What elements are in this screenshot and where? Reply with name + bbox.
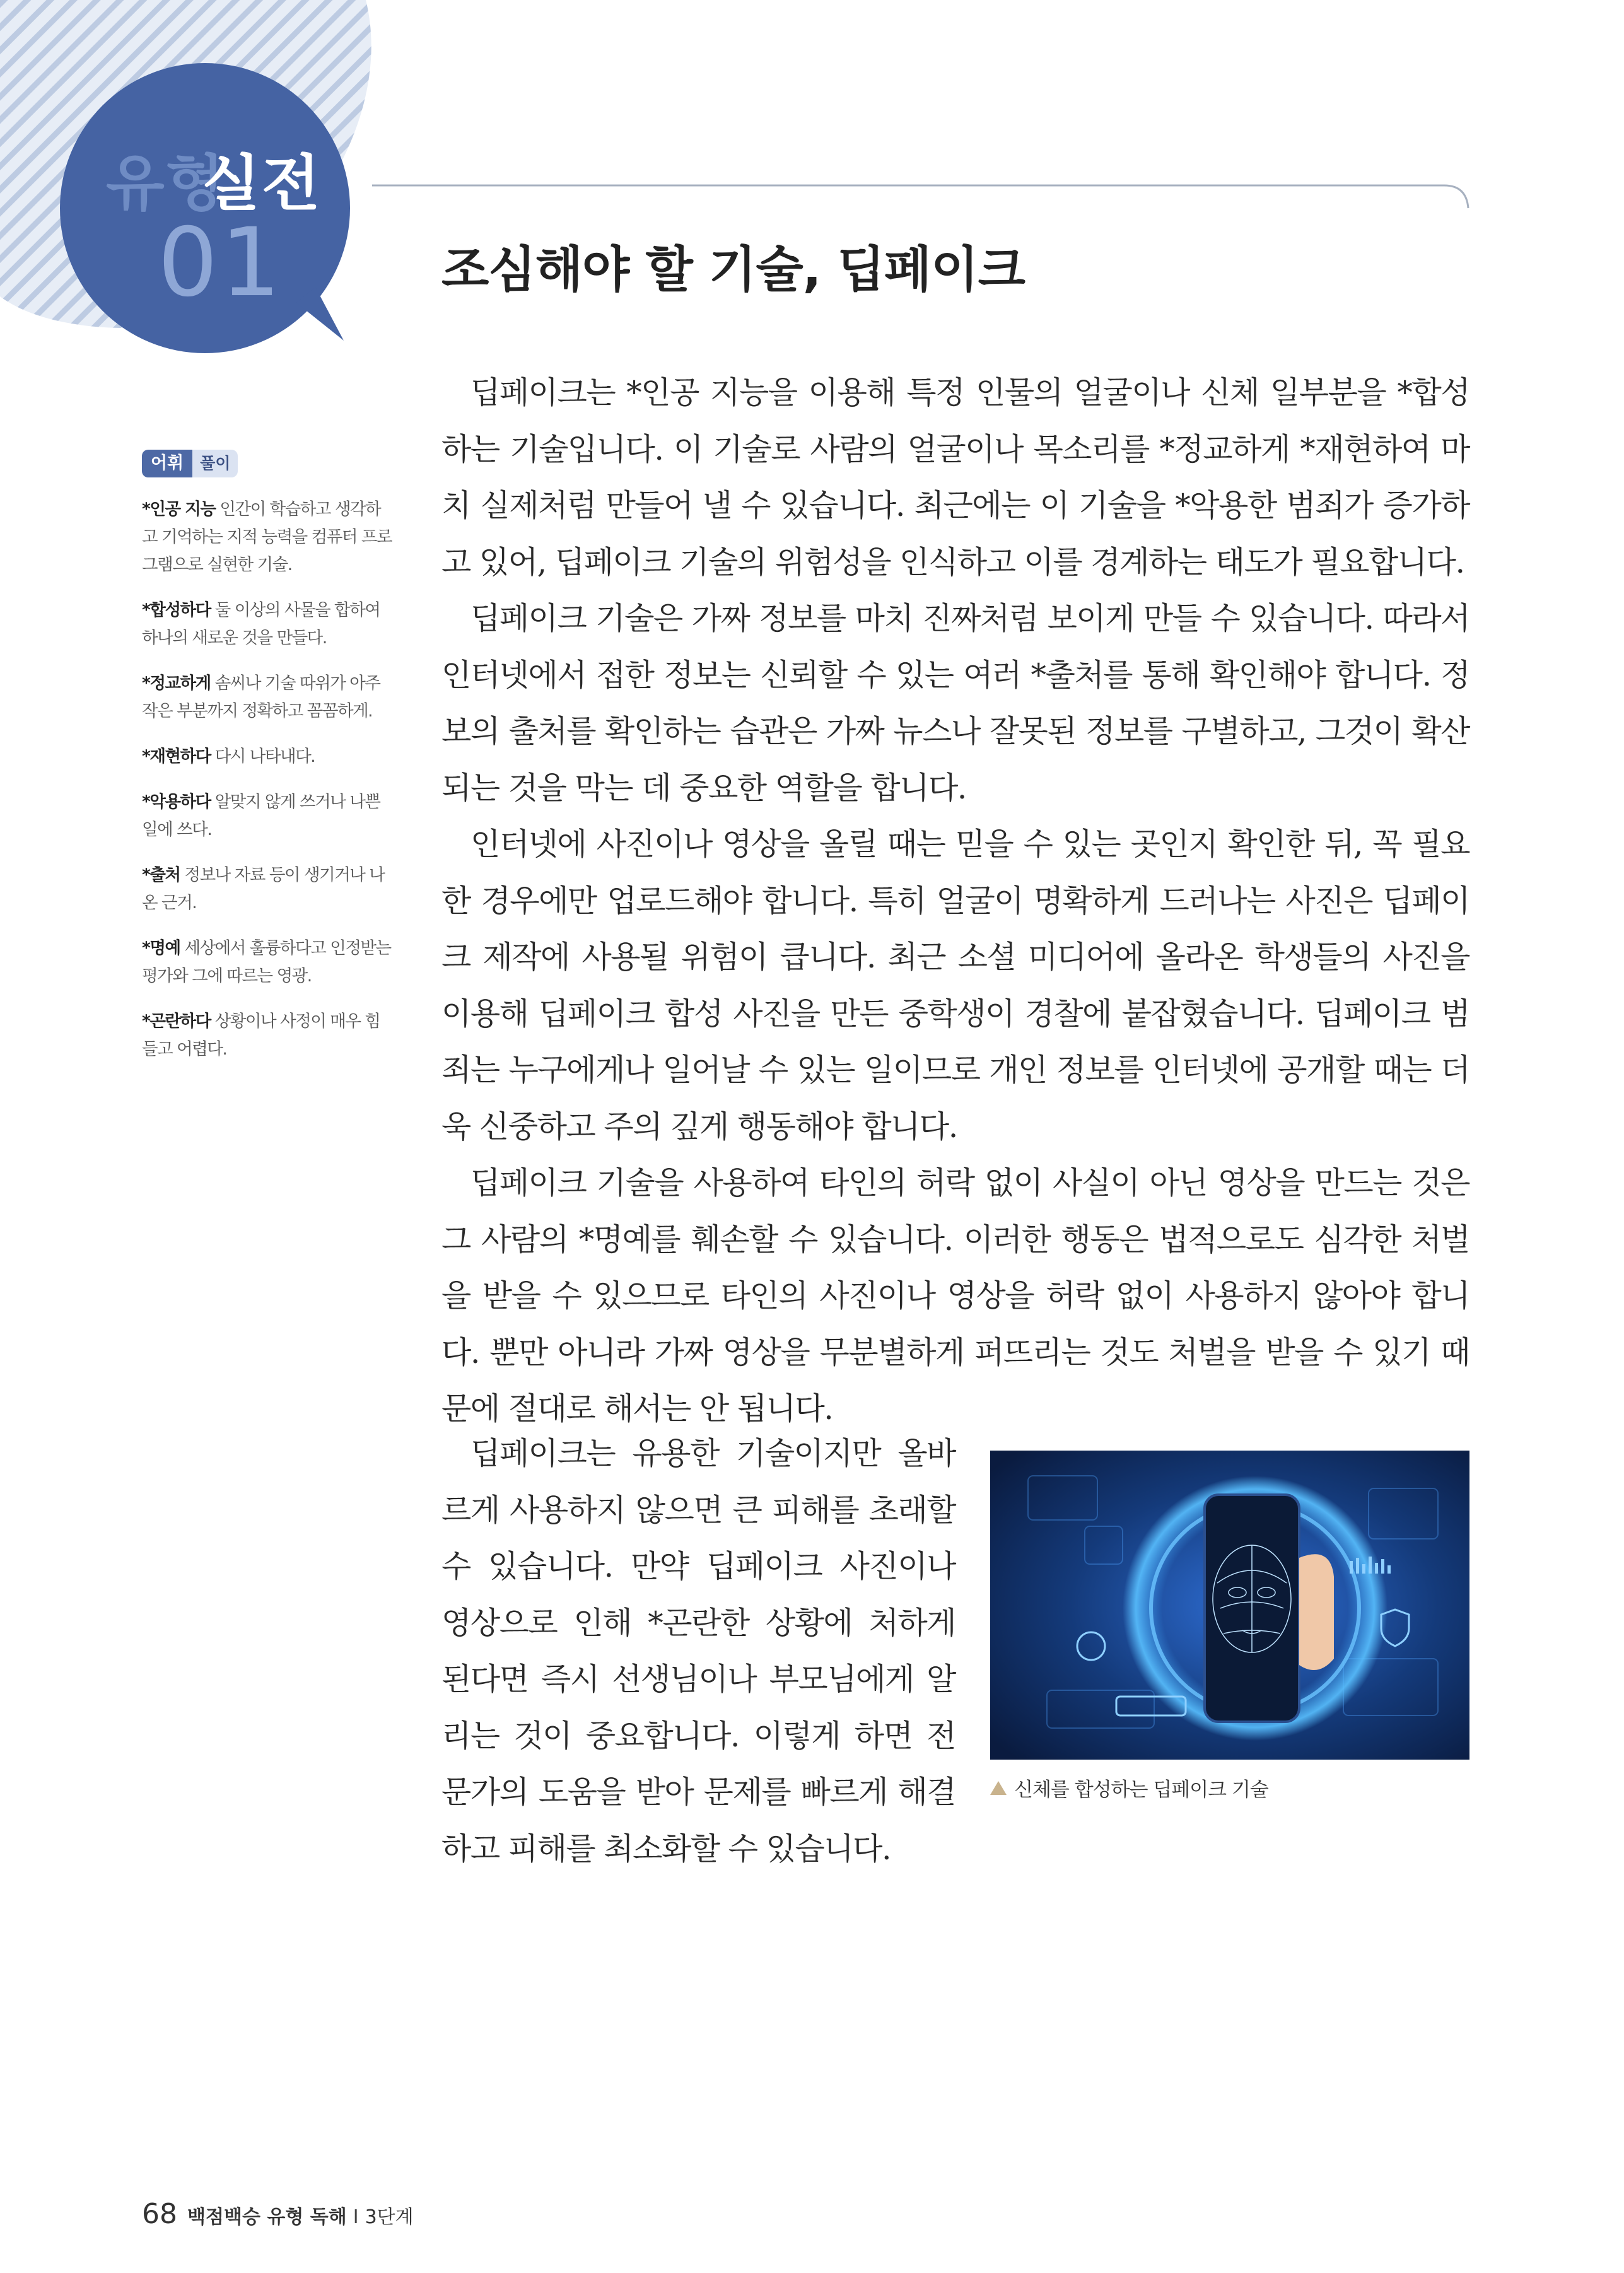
vocabulary-tag: [142, 449, 238, 478]
vocab-term: *정교하게: [142, 674, 211, 693]
vocab-definition: 솜씨나 기술 따위가 아주 작은 부분까지 정확하고 꼼꼼하게.: [142, 674, 380, 721]
vocab-definition: 상황이나 사정이 매우 힘들고 어렵다.: [142, 1012, 380, 1059]
vocab-term: *인공 지능: [142, 500, 216, 519]
article-paragraph: 딥페이크 기술을 사용하여 타인의 허락 없이 사실이 아닌 영상을 만드는 것은 그 사람의 *명예를 훼손할 수 있습니다. 이러한 행동은 법적으로도 심각한 처벌을 받을 수 있으므로 타인의 사진이나 영상을 허락 없이 사용하지 않아야 합니다. 뿐만 아니라 가짜 영상을 무분별하게 퍼뜨리는 것도 처벌을 받을 수 있기 때문에 절대로 해서는 안 됩니다.: [441, 1165, 1469, 1427]
vocab-definition: 다시 나타내다.: [210, 747, 315, 766]
vocab-item: [142, 1008, 394, 1063]
triangle-icon: [990, 1781, 1007, 1795]
page-number: 68: [142, 2198, 177, 2230]
vocab-definition: 둘 이상의 사물을 합하여 하나의 새로운 것을 만들다.: [142, 600, 380, 648]
vocab-item: [142, 862, 394, 917]
vocab-definition: 세상에서 훌륭하다고 인정받는 평가와 그에 따르는 영광.: [142, 938, 391, 986]
vocab-term: *명예: [142, 938, 180, 958]
badge-number: 01: [158, 208, 283, 318]
book-level: 3단계: [365, 2206, 414, 2228]
article-paragraph: 딥페이크 기술은 가짜 정보를 마치 진짜처럼 보이게 만들 수 있습니다. 따라서 인터넷에서 접한 정보는 신뢰할 수 있는 여러 *출처를 통해 확인해야 합니다. 정보의 출처를 확인하는 습관은 가짜 뉴스나 잘못된 정보를 구별하고, 그것이 확산되는 것을 막는 데 중요한 역할을 합니다.: [441, 600, 1469, 806]
vocab-item: [142, 670, 394, 725]
vocab-definition: 인간이 학습하고 생각하고 기억하는 지적 능력을 컴퓨터 프로그램으로 실현한 기술.: [142, 500, 392, 575]
vocab-item: [142, 743, 394, 771]
footer-separator: I: [353, 2206, 359, 2228]
vocab-item: [142, 496, 394, 579]
vocab-term: *출처: [142, 865, 180, 885]
vocab-item: [142, 788, 394, 844]
article-paragraph: 딥페이크는 *인공 지능을 이용해 특정 인물의 얼굴이나 신체 일부분을 *합성하는 기술입니다. 이 기술로 사람의 얼굴이나 목소리를 *정교하게 *재현하여 마치 실제처럼 만들어 낼 수 있습니다. 최근에는 이 기술을 *악용한 범죄가 증가하고 있어, 딥페이크 기술의 위험성을 인식하고 이를 경계하는 태도가 필요합니다.: [441, 375, 1469, 580]
page-title: 조심해야 할 기술, 딥페이크: [441, 242, 1025, 298]
vocab-definition: 알맞지 않게 쓰거나 나쁜 일에 쓰다.: [142, 792, 380, 839]
deepfake-illustration: [990, 1451, 1469, 1760]
vocab-item: [142, 935, 394, 990]
title-rule: [372, 183, 1469, 214]
badge-word-type: 유형: [106, 148, 226, 219]
article-paragraph: 딥페이크는 유용한 기술이지만 올바르게 사용하지 않으면 큰 피해를 초래할 수 있습니다. 만약 딥페이크 사진이나 영상으로 인해 *곤란한 상황에 처하게 된다면 즉시 선생님이나 부모님에게 알리는 것이 중요합니다. 이렇게 하면 전문가의 도움을 받아 문제를 빠르게 해결하고 피해를 최소화할 수 있습니다.: [441, 1435, 955, 1867]
book-title: 백점백승 유형 독해: [187, 2206, 347, 2228]
vocabulary-tag-sub: 풀이: [192, 450, 238, 477]
vocab-term: *합성하다: [142, 600, 211, 620]
vocab-item: [142, 597, 394, 652]
page-footer: [142, 2198, 414, 2230]
article-paragraph: 인터넷에 사진이나 영상을 올릴 때는 믿을 수 있는 곳인지 확인한 뒤, 꼭 필요한 경우에만 업로드해야 합니다. 특히 얼굴이 명확하게 드러나는 사진은 딥페이크 제작에 사용될 위험이 큽니다. 최근 소셜 미디어에 올라온 학생들의 사진을 이용해 딥페이크 합성 사진을 만든 중학생이 경찰에 붙잡혔습니다. 딥페이크 범죄는 누구에게나 일어날 수 있는 일이므로 개인 정보를 인터넷에 공개할 때는 더욱 신중하고 주의 깊게 행동해야 합니다.: [441, 826, 1469, 1145]
unit-badge: [0, 0, 391, 378]
vocabulary-sidebar: [142, 449, 394, 1081]
vocabulary-tag-main: 어휘: [142, 450, 192, 477]
badge-word-practice: 실전: [202, 148, 322, 219]
vocab-term: *곤란하다: [142, 1012, 211, 1031]
article-body: [441, 365, 1469, 1437]
article-last-block: [441, 1425, 955, 1877]
vocab-term: *악용하다: [142, 792, 211, 812]
vocab-term: *재현하다: [142, 747, 211, 766]
vocab-definition: 정보나 자료 등이 생기거나 나온 근거.: [142, 865, 385, 913]
figure-caption-text: 신체를 합성하는 딥페이크 기술: [1014, 1779, 1268, 1801]
figure: [990, 1451, 1469, 1802]
figure-caption: [990, 1773, 1469, 1802]
